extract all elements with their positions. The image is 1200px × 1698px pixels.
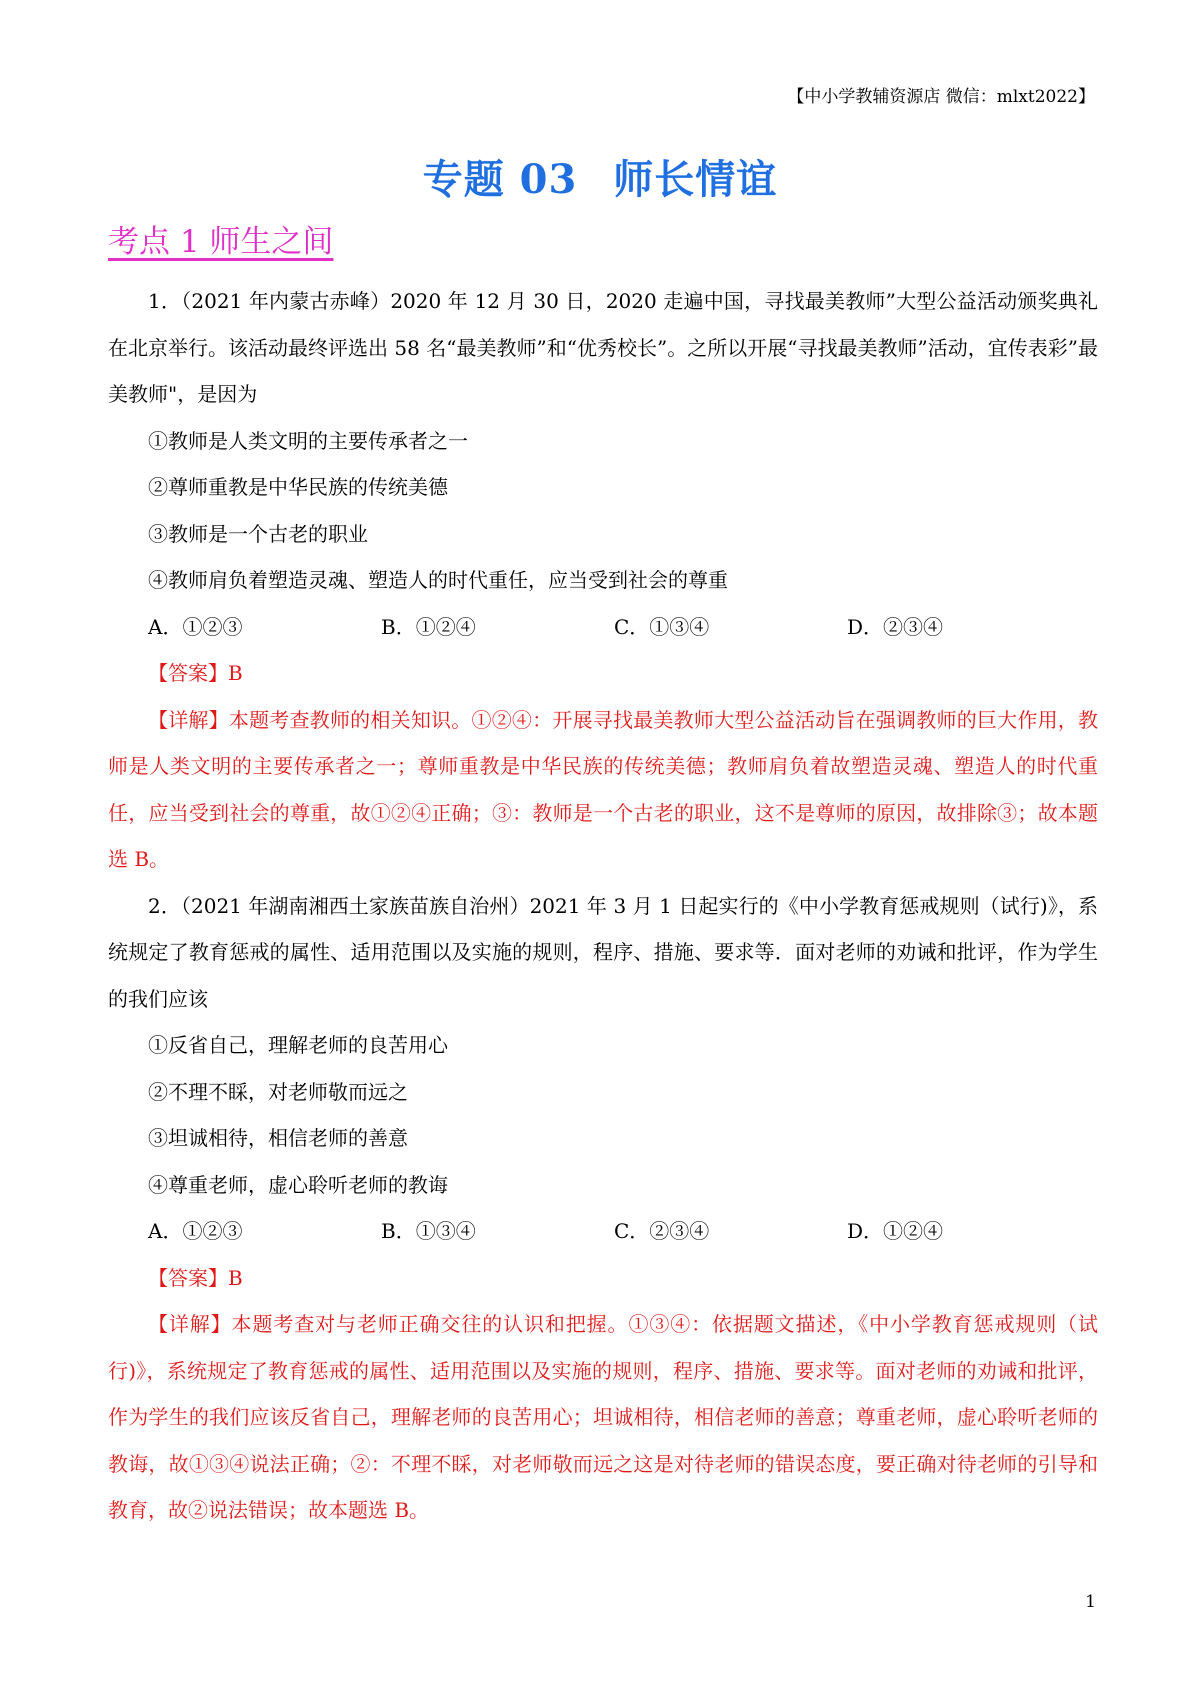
title-part1: 专题 03	[422, 156, 578, 203]
q2-choice-a: A．①②③	[148, 1219, 243, 1243]
q1-detail: 【详解】本题考查教师的相关知识。①②④：开展寻找最美教师大型公益活动旨在强调教师的巨大作用，教师是人类文明的主要传承者之一；尊师重教是中华民族的传统美德；教师肩负着故塑造灵魂、塑造人的时代重任，应当受到社会的尊重，故①②④正确；③：教师是一个古老的职业，这不是尊师的原因，故排除③；故本题选 B。	[108, 707, 1098, 871]
q2-option: ②不理不睬，对老师敬而远之	[148, 1079, 408, 1104]
q1-choice-d: D．②③④	[847, 614, 944, 639]
q2-answer: 【答案】B	[148, 1265, 243, 1290]
q1-option: ③教师是一个古老的职业	[148, 521, 368, 546]
q1-choice-c: C．①③④	[614, 614, 710, 639]
q1-choice-b: B．①②④	[381, 614, 476, 639]
q1-answer: 【答案】B	[148, 661, 243, 685]
q2-option: ④尊重老师，虚心聆听老师的教诲	[148, 1172, 448, 1197]
q2-choice-b: B．①③④	[381, 1219, 476, 1243]
q1-stem: 1．（2021 年内蒙古赤峰）2020 年 12 月 30 日，2020 走遍中国，寻找最美教师”大型公益活动颁奖典礼在北京举行。该活动最终评选出 58 名“最美教师”和“优秀校长”。之所以开展“寻找最美教师”活动，宜传表彩”最美教师"，是因为	[108, 289, 1098, 406]
q1-option: ④教师肩负着塑造灵魂、塑造人的时代重任，应当受到社会的尊重	[148, 568, 728, 592]
header-note: 【中小学教辅资源店 微信：mlxt2022】	[787, 87, 1095, 107]
q1-option: ②尊师重教是中华民族的传统美德	[148, 475, 448, 499]
q1-choice-a: A．①②③	[148, 614, 243, 639]
q2-choices	[108, 1208, 1098, 1255]
page-title	[0, 148, 1200, 205]
section-title: 考点 1 师生之间	[108, 224, 334, 260]
q2-option: ③坦诚相待，相信老师的善意	[148, 1126, 408, 1150]
q2-detail: 【详解】本题考查对与老师正确交往的认识和把握。①③④：依据题文描述，《中小学教育惩戒规则（试行)》，系统规定了教育惩戒的属性、适用范围以及实施的规则，程序、措施、要求等。面对老师的劝诫和批评，作为学生的我们应该反省自己，理解老师的良苦用心；坦诚相待，相信老师的善意；尊重老师，虚心聆听老师的教诲，故①③④说法正确；②：不理不睬，对老师敬而远之这是对待老师的错误态度，要正确对待老师的引导和教育，故②说法错误；故本题选 B。	[108, 1312, 1098, 1522]
title-part2: 师长情谊	[613, 156, 778, 203]
q1-option: ①教师是人类文明的主要传承者之一	[148, 428, 468, 453]
page-number: 1	[1085, 1592, 1096, 1612]
q2-stem: 2．（2021 年湖南湘西土家族苗族自治州）2021 年 3 月 1 日起实行的《中小学教育惩戒规则（试行)》，系统规定了教育惩戒的属性、适用范围以及实施的规则，程序、措施、要求等．面对老师的劝诫和批评，作为学生的我们应该	[108, 893, 1098, 1011]
q2-choice-d: D．①②④	[847, 1219, 944, 1243]
q1-choices	[108, 604, 1098, 651]
q2-choice-c: C．②③④	[614, 1219, 710, 1243]
q2-option: ①反省自己，理解老师的良苦用心	[148, 1033, 448, 1057]
document-content	[108, 278, 1098, 1534]
